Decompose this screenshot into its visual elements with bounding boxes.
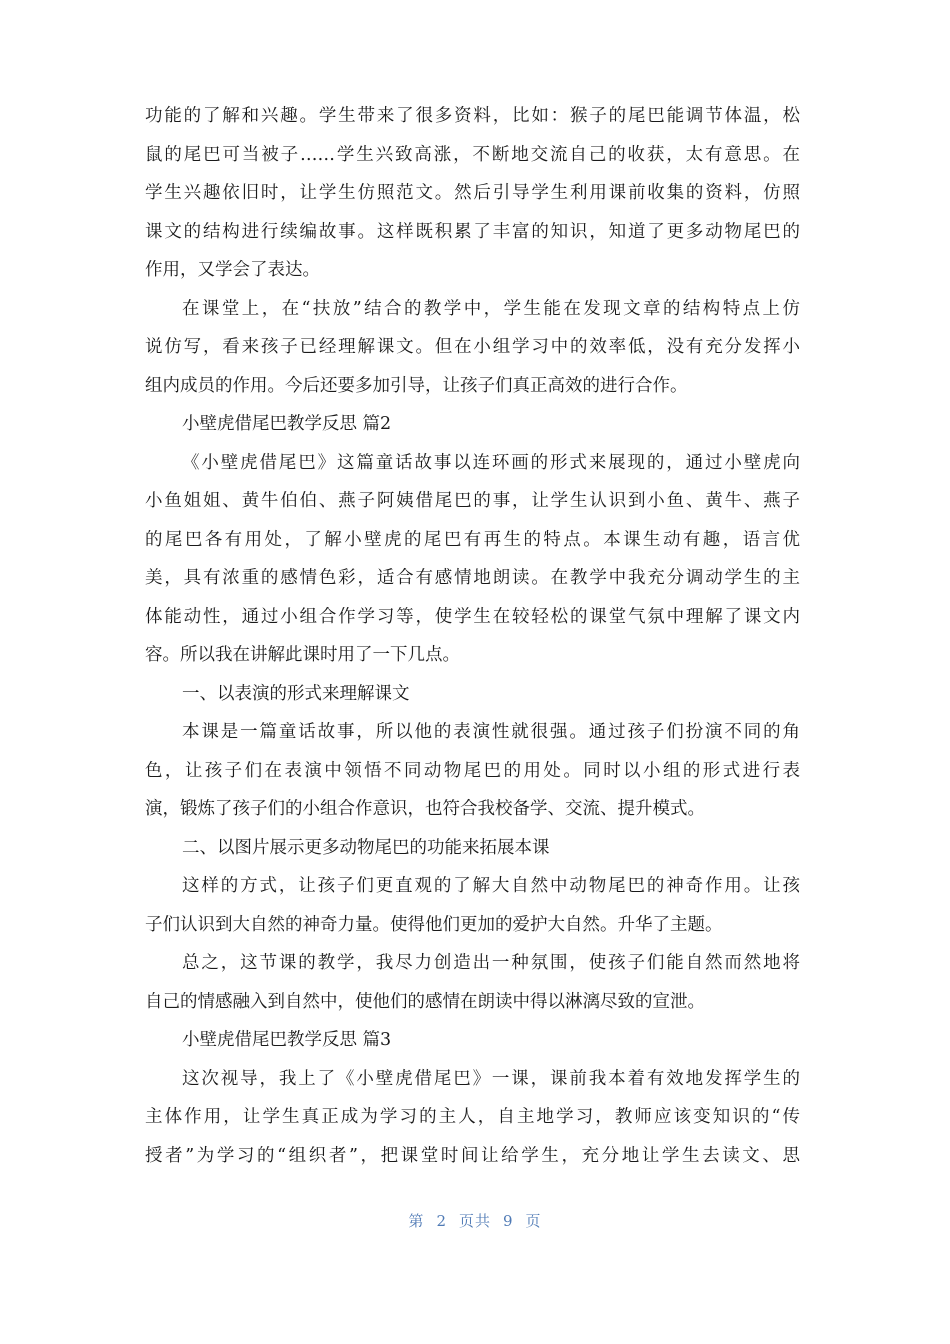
text-line: 学生兴趣依旧时，让学生仿照范文。然后引导学生利用课前收集的资料，仿照 xyxy=(145,183,800,203)
text-line: 《小壁虎借尾巴》这篇童话故事以连环画的形式来展现的，通过小壁虎向 xyxy=(182,452,800,473)
text-line: 容。所以我在讲解此课时用了一下几点。 xyxy=(145,645,460,665)
footer-label-ye: 页 xyxy=(525,1212,542,1230)
text-line: 色，让孩子们在表演中领悟不同动物尾巴的用处。同时以小组的形式进行表 xyxy=(145,760,800,781)
text-line: 课文的结构进行续编故事。这样既积累了丰富的知识，知道了更多动物尾巴的 xyxy=(145,221,800,242)
text-line: 小鱼姐姐、黄牛伯伯、燕子阿姨借尾巴的事，让学生认识到小鱼、黄牛、燕子 xyxy=(145,491,800,511)
document-body xyxy=(145,97,800,1175)
text-line: 二、以图片展示更多动物尾巴的功能来拓展本课 xyxy=(182,837,550,858)
text-line: 这次视导，我上了《小壁虎借尾巴》一课，课前我本着有效地发挥学生的 xyxy=(182,1068,800,1089)
text-line: 在课堂上，在“扶放”结合的教学中，学生能在发现文章的结构特点上仿 xyxy=(182,298,800,319)
text-line: 鼠的尾巴可当被子……学生兴致高涨，不断地交流自己的收获，太有意思。在 xyxy=(145,144,800,165)
text-line: 演，锻炼了孩子们的小组合作意识，也符合我校备学、交流、提升模式。 xyxy=(145,799,705,819)
text-line: 组内成员的作用。今后还要多加引导，让孩子们真正高效的进行合作。 xyxy=(145,375,688,396)
text-line: 一、以表演的形式来理解课文 xyxy=(182,683,410,704)
footer-total-pages: 9 xyxy=(503,1212,514,1230)
text-line: 子们认识到大自然的神奇力量。使得他们更加的爱护大自然。升华了主题。 xyxy=(145,914,723,935)
text-line: 的尾巴各有用处，了解小壁虎的尾巴有再生的特点。本课生动有趣，语言优 xyxy=(145,529,800,550)
text-line: 总之，这节课的教学，我尽力创造出一种氛围，使孩子们能自然而然地将 xyxy=(182,953,800,973)
text-line: 小壁虎借尾巴教学反思 篇3 xyxy=(182,1030,392,1050)
text-line: 这样的方式，让孩子们更直观的了解大自然中动物尾巴的神奇作用。让孩 xyxy=(182,876,800,896)
text-line: 本课是一篇童话故事，所以他的表演性就很强。通过孩子们扮演不同的角 xyxy=(182,722,800,742)
footer-label-di: 第 xyxy=(408,1212,425,1230)
text-line: 体能动性，通过小组合作学习等，使学生在较轻松的课堂气氛中理解了课文内 xyxy=(145,606,800,627)
text-line: 主体作用，让学生真正成为学习的主人，自主地学习，教师应该变知识的“传 xyxy=(145,1107,800,1127)
footer-current-page: 2 xyxy=(436,1212,447,1230)
footer-label-ye-gong: 页共 xyxy=(458,1212,491,1230)
page-footer xyxy=(0,1210,950,1231)
text-line: 授者”为学习的“组织者”，把课堂时间让给学生，充分地让学生去读文、思 xyxy=(145,1145,800,1166)
text-line: 作用，又学会了表达。 xyxy=(145,260,320,280)
text-line: 自己的情感融入到自然中，使他们的感情在朗读中得以淋漓尽致的宣泄。 xyxy=(145,991,705,1012)
text-line: 小壁虎借尾巴教学反思 篇2 xyxy=(182,414,392,434)
text-line: 功能的了解和兴趣。学生带来了很多资料，比如：猴子的尾巴能调节体温，松 xyxy=(145,106,800,126)
text-line: 说仿写，看来孩子已经理解课文。但在小组学习中的效率低，没有充分发挥小 xyxy=(145,337,800,357)
text-line: 美，具有浓重的感情色彩，适合有感情地朗读。在教学中我充分调动学生的主 xyxy=(145,568,800,588)
